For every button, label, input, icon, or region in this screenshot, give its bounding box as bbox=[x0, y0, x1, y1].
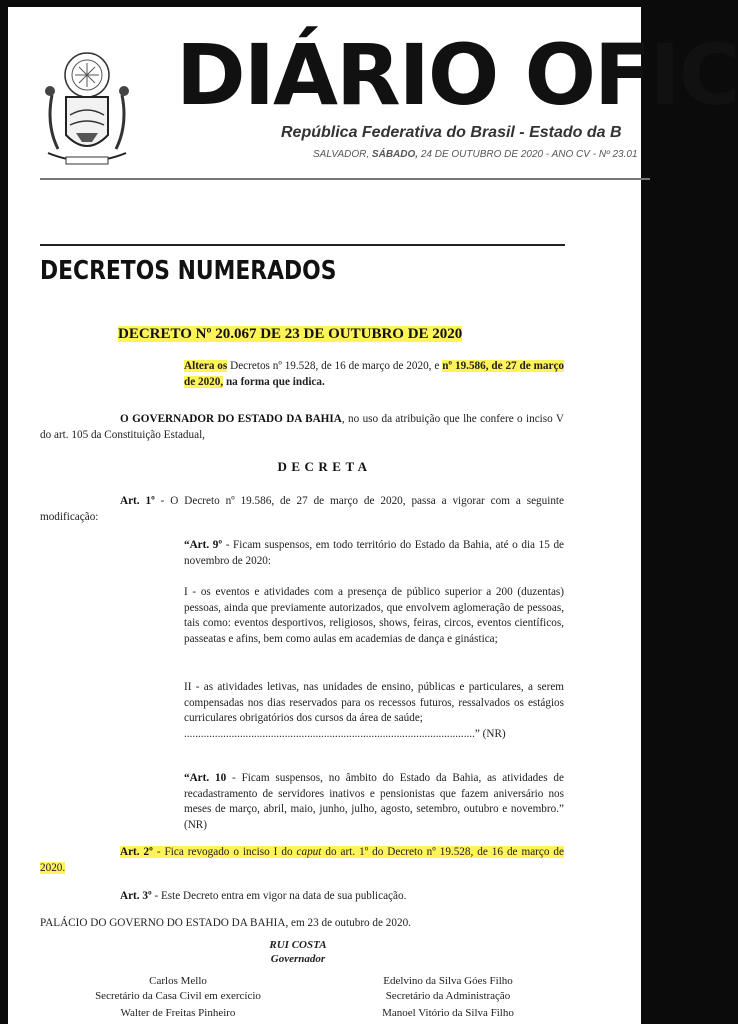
decree-title-text: DECRETO Nº 20.067 DE 23 DE OUTUBRO DE 2020 bbox=[118, 326, 463, 342]
governor-role: Governador bbox=[270, 953, 326, 965]
quoted-art-9 bbox=[184, 538, 564, 569]
article-1 bbox=[40, 494, 564, 525]
quoted-art-10-label: “Art. 10 bbox=[184, 772, 227, 784]
quoted-art-9-text: - Ficam suspensos, em todo território do Estado da Bahia, até o dia 15 de novembro de 2020: bbox=[184, 539, 565, 567]
signatory-right-name-2: Manoel Vitório da Silva Filho bbox=[382, 1007, 514, 1019]
signatory-left-name-2: Walter de Freitas Pinheiro bbox=[120, 1007, 236, 1019]
quoted-art-9-label: “Art. 9º bbox=[184, 539, 223, 551]
article-2-text-a: - Fica revogado o inciso I do bbox=[152, 846, 297, 858]
dateline-rest: 24 DE OUTUBRO DE 2020 - ANO CV - Nº 23.01 bbox=[420, 149, 638, 160]
article-1-label: Art. 1º bbox=[120, 495, 155, 507]
quoted-inciso-1: I - os eventos e atividades com a presença de público superior a 200 (duzentas) pessoas, ainda que previamente autorizados, que envolvem aglomeração de pessoas, tais como: eventos desportivos, religiosos, shows, feiras, circos, eventos científicos, passeatas e afins, bem como aulas em academias de dança e ginástica; bbox=[184, 586, 564, 645]
article-3-label: Art. 3º bbox=[120, 890, 152, 902]
quoted-inciso-2-dots: ........................................................................................................” (NR) bbox=[184, 727, 506, 740]
preamble-text: , no uso da atribuição que lhe confere o inciso V do art. 105 da Constituição Estadual, bbox=[40, 413, 564, 441]
quoted-art-10-text: - Ficam suspensos, no âmbito do Estado da Bahia, as atividades de recadastramento de servidores inativos e pensionistas que fazem aniversário nos meses de março, abril, maio, junho, julho, agosto, setembro, outubro e novembro.” (NR) bbox=[184, 772, 564, 831]
signatory-right-name: Edelvino da Silva Góes Filho bbox=[383, 975, 513, 987]
article-2-caput: caput bbox=[296, 846, 322, 858]
signatory-left-role: Secretário da Casa Civil em exercício bbox=[95, 990, 261, 1002]
coat-of-arms-icon bbox=[36, 45, 138, 171]
article-1-text: - O Decreto nº 19.586, de 27 de março de 2020, passa a vigorar com a seguinte modificação: bbox=[40, 495, 564, 523]
masthead-title: DIÁRIO OFIC bbox=[176, 26, 738, 124]
ementa-forma: na forma que indica. bbox=[225, 375, 325, 388]
section-title: DECRETOS NUMERADOS bbox=[40, 256, 337, 286]
article-3 bbox=[40, 889, 564, 905]
dateline-day: SÁBADO, bbox=[371, 149, 419, 160]
dateline bbox=[313, 149, 638, 160]
article-2 bbox=[40, 845, 564, 876]
document-page bbox=[8, 7, 738, 1024]
governor-name: RUI COSTA bbox=[269, 939, 327, 951]
section-divider bbox=[40, 244, 565, 246]
article-2-label: Art. 2º bbox=[120, 846, 153, 858]
quoted-inciso-2-text: II - as atividades letivas, nas unidades de ensino, públicas e particulares, a serem compensadas nos dias reservados para os recessos futuros, ressalvados os estágios curriculares obrigatórios dos cursos da área de saúde; bbox=[184, 681, 564, 725]
ementa-decreto-19586: nº 19.586, de 27 de março de 2020, bbox=[184, 360, 565, 388]
decree-ementa bbox=[184, 359, 564, 390]
signatory-right-role: Secretário da Administração bbox=[385, 990, 511, 1002]
quoted-art-10 bbox=[184, 771, 564, 833]
signatory-left-name: Carlos Mello bbox=[149, 975, 207, 987]
republica-subtitle: República Federativa do Brasil - Estado da B bbox=[281, 124, 622, 141]
ementa-decretos: Decretos nº 19.528, de 16 de março de 2020, e bbox=[230, 360, 440, 372]
decreta-heading: DECRETA bbox=[277, 459, 372, 474]
header-divider bbox=[40, 178, 650, 180]
palace-line: PALÁCIO DO GOVERNO DO ESTADO DA BAHIA, em 23 de outubro de 2020. bbox=[40, 917, 411, 929]
preamble bbox=[40, 412, 564, 443]
article-3-text: - Este Decreto entra em vigor na data de sua publicação. bbox=[151, 890, 407, 902]
decree-title bbox=[118, 326, 462, 343]
article-2-highlight bbox=[40, 846, 564, 874]
dateline-city: SALVADOR, bbox=[313, 149, 370, 160]
preamble-governor: O GOVERNADOR DO ESTADO DA BAHIA bbox=[120, 413, 342, 425]
article-2-text-b: do art. 1º do Decreto nº 19.528, de 16 de março de 2020. bbox=[40, 846, 564, 874]
ementa-altera: Altera os bbox=[184, 360, 228, 372]
quoted-inciso-2 bbox=[184, 680, 564, 742]
